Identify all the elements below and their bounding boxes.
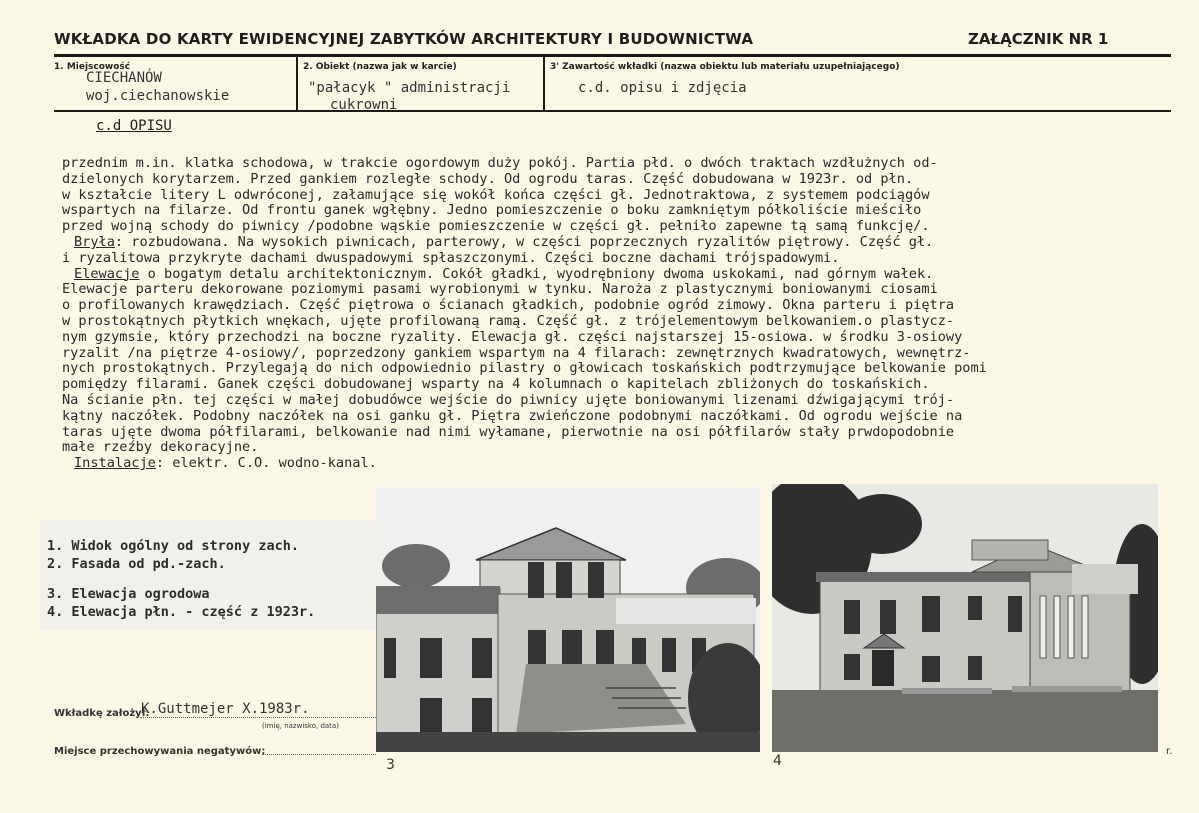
description-line-text: kątny naczółek. Podobny naczółek na osi ganku gł. Piętra zwieńczone podobnymi naczółkami. Od ogrodu wejście na	[62, 407, 963, 424]
description-line	[62, 377, 1172, 393]
description-line-text: taras ujęte dwoma półfilarami, belkowanie nad nimi wyłamane, pierwotnie na osi półfilarów stały prwdopodobnie	[62, 423, 955, 440]
form-title: WKŁADKA DO KARTY EWIDENCYJNEJ ZABYTKÓW ARCHITEKTURY I BUDOWNICTWA	[54, 30, 754, 48]
field-bottom-rule	[54, 110, 1171, 112]
description-line	[62, 172, 1172, 188]
description-line	[62, 330, 1172, 346]
negatives-label: Miejsce przechowywania negatywów:	[54, 746, 266, 757]
description-text	[62, 156, 1172, 472]
photo-number-4: 4	[773, 753, 782, 769]
description-line-text: ryzalit /na piętrze 4-osiowy/, poprzedzony gankiem wspartym na 4 filarach: zewnętrznych kwadratowych, wewnętrz-	[62, 344, 971, 361]
photo-number-3: 3	[386, 757, 395, 773]
negatives-value: r.	[1166, 746, 1173, 757]
place-value-region: woj.ciechanowskie	[86, 88, 230, 104]
photo-captions-card	[40, 520, 378, 630]
description-line-text: w kształcie litery L odwróconej, załamujące się wokół końca części gł. Jednotraktowa, z systemem podciągów	[62, 186, 930, 203]
object-value-name-cont: cukrowni	[330, 97, 398, 109]
description-line-text: Elewacje parteru dekorowane poziomymi pasami wyrobionymi w tynku. Naroża z plastycznymi boniowanymi ciosami	[62, 281, 938, 298]
description-line	[62, 282, 1172, 298]
negatives-dotted-line	[262, 754, 376, 755]
description-line	[62, 346, 1172, 362]
content-value: c.d. opisu i zdjęcia	[578, 80, 747, 96]
description-line	[62, 314, 1172, 330]
description-line	[62, 188, 1172, 204]
description-line	[62, 267, 1172, 283]
description-line	[62, 393, 1172, 409]
caption-4: 4. Elewacja płn. - część z 1923r.	[47, 604, 316, 620]
description-line	[62, 235, 1172, 251]
description-line	[62, 440, 1172, 456]
description-line-text: o bogatym detalu architektonicznym. Cokół gładki, wyodrębniony dwoma uskokami, nad górnym wałek.	[139, 265, 934, 282]
photo-garden-elevation-image	[376, 488, 760, 752]
annex-number: ZAŁĄCZNIK NR 1	[968, 30, 1109, 48]
caption-3: 3. Elewacja ogrodowa	[47, 586, 210, 602]
description-line-text: w prostokątnych płytkich wnękach, ujęte profilowaną ramą. Część gł. z trójelementowym belkowaniem.o plastycz-	[62, 312, 955, 329]
description-line-text: dzielonych korytarzem. Przed gankiem rozległe schody. Od ogrodu taras. Część dobudowana w 1923r. od płn.	[62, 170, 914, 187]
section-heading: c.d OPISU	[96, 118, 172, 134]
description-line	[62, 456, 1172, 472]
author-value: K.Guttmejer X.1983r.	[141, 701, 310, 717]
description-line	[62, 156, 1172, 172]
description-line-text: o profilowanych krawędziach. Część piętrowa o ścianach gładkich, podobnie ogród zimowy. Okna parteru i piętra	[62, 297, 955, 314]
description-line-text: i ryzalitowa przykryte dachami dwuspadowymi spłaszczonymi. Części boczne dachami trójspadowymi.	[62, 249, 840, 266]
description-line	[62, 203, 1172, 219]
description-subheading: Bryła	[74, 233, 115, 250]
description-line-text: przednim m.in. klatka schodowa, w trakcie ogordowym duży pokój. Partia płd. o dwóch traktach wzdłużnych od-	[62, 155, 938, 171]
description-line	[62, 361, 1172, 377]
place-value-city: CIECHANÓW	[86, 70, 162, 86]
description-subheading: Elewacje	[74, 265, 140, 282]
caption-2: 2. Fasada od pd.-zach.	[47, 556, 226, 572]
author-dotted-line	[140, 717, 376, 718]
place-label: 1. Miejscowość	[54, 62, 131, 72]
description-line-text: : elektr. C.O. wodno-kanal.	[155, 455, 377, 472]
object-label: 2. Obiekt (nazwa jak w karcie)	[303, 62, 457, 72]
description-line-text: małe rzeźby dekoracyjne.	[62, 439, 259, 456]
description-line	[62, 425, 1172, 441]
description-line-text: Na ścianie płn. tej części w małej dobudówce wejście do piwnicy ujęte boniowanymi lizenami dźwigającymi trój-	[62, 391, 955, 408]
description-line-text: przed wojną schody do piwnicy /podobne wąskie pomieszczenie w części gł. pełniło zapewne tą samą funkcję/.	[62, 218, 930, 235]
author-hint: (imię, nazwisko, data)	[262, 722, 339, 730]
author-label: Wkładkę założył:	[54, 708, 150, 719]
description-line	[62, 298, 1172, 314]
description-line-text: wspartych na filarze. Od frontu ganek wgłębny. Jedno pomieszczenie o boku zamkniętym półkoliście mieściło	[62, 202, 922, 219]
content-label: 3' Zawartość wkładki (nazwa obiektu lub materiału uzupełniającego)	[550, 62, 900, 72]
description-line-text: nym gzymsie, który przechodzi na boczne ryzality. Elewacja gł. części najstarszej 15-osiowa. w środku 3-osiowy	[62, 328, 963, 345]
field-divider-1	[296, 57, 298, 111]
description-line-text: nych prostokątnych. Przylegają do nich odpowiednio pilastry o głowicach toskańskich podtrzymujące belkowanie pomi	[62, 360, 987, 377]
description-line	[62, 219, 1172, 235]
description-line	[62, 251, 1172, 267]
caption-1: 1. Widok ogólny od strony zach.	[47, 538, 299, 554]
description-line	[62, 409, 1172, 425]
photo-north-elevation-image	[772, 484, 1158, 752]
object-value-name: "pałacyk " administracji	[308, 80, 511, 96]
header-top-rule	[54, 54, 1171, 57]
description-line-text: pomiędzy filarami. Ganek części dobudowanej wsparty na 4 kolumnach o kapitelach zbliżonych do toskańskich.	[62, 376, 930, 393]
photo-north-elevation	[772, 484, 1158, 752]
photo-garden-elevation	[376, 488, 760, 752]
field-divider-2	[543, 57, 545, 111]
description-subheading: Instalacje	[74, 455, 156, 472]
description-line-text: : rozbudowana. Na wysokich piwnicach, parterowy, w części poprzecznych ryzalitów piętrowy. Część gł.	[114, 233, 934, 250]
